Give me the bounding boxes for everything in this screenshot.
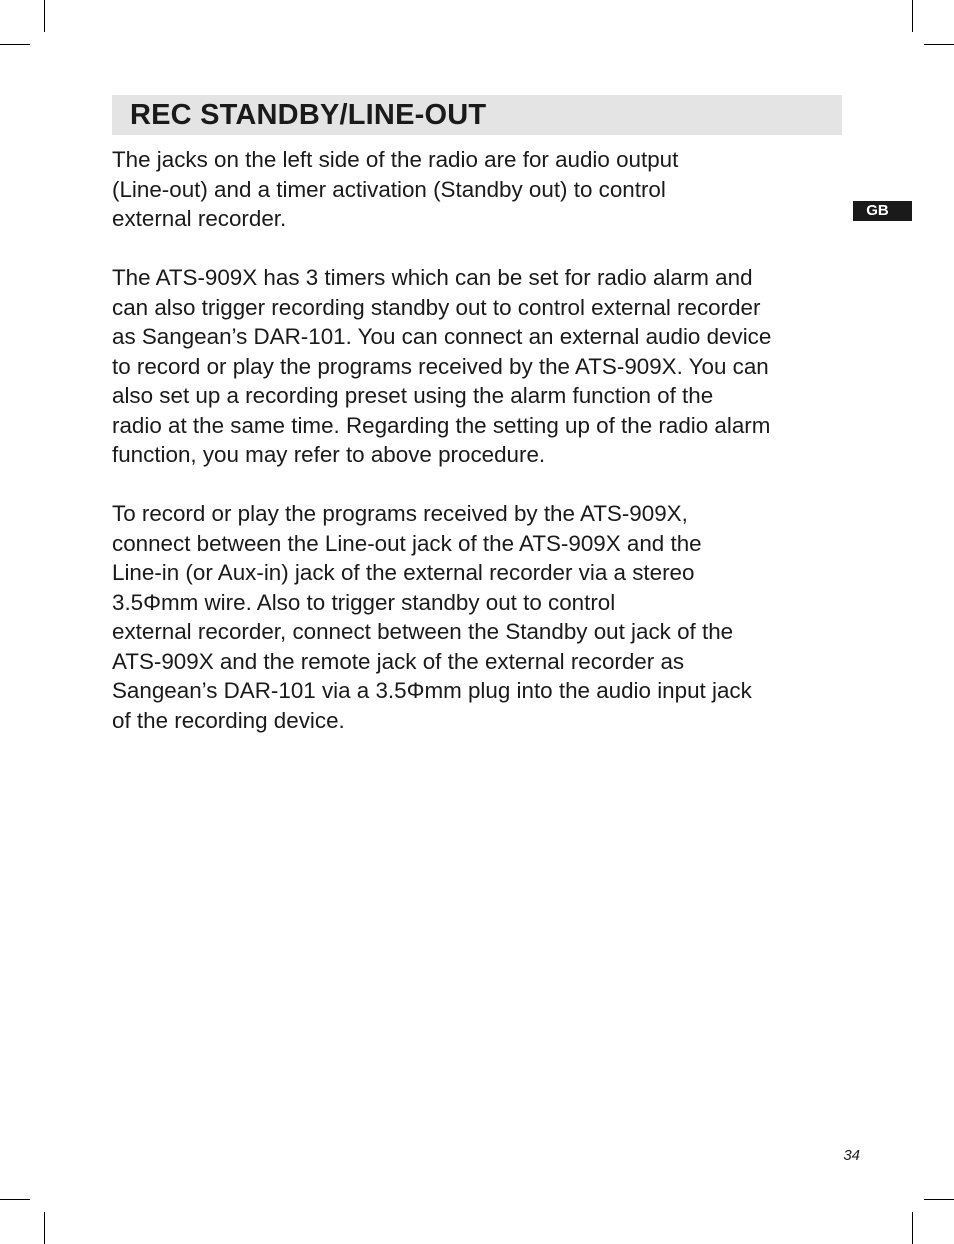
text-line: function, you may refer to above procedure. [112,442,546,467]
crop-mark-top-left-vertical [44,0,45,32]
text-line: To record or play the programs received by the ATS-909X, [112,501,688,526]
body-text [112,145,842,765]
crop-mark-top-left-horizontal [0,44,30,45]
text-line: to record or play the programs received by the ATS-909X. You can [112,353,769,379]
language-tab: GB [853,201,912,221]
text-line: 3.5Φmm wire. Also to trigger standby out to control [112,589,616,615]
crop-mark-top-right-vertical [912,0,913,32]
text-line: The ATS-909X has 3 timers which can be set for radio alarm and [112,265,753,290]
section-header [112,95,842,135]
paragraph-intro [112,145,842,234]
text-line: as Sangean’s DAR-101. You can connect an external audio device [112,324,772,349]
crop-mark-bottom-right-horizontal [924,1199,954,1200]
text-line: also set up a recording preset using the alarm function of the [112,383,714,408]
text-line: The jacks on the left side of the radio are for audio output [112,147,679,172]
crop-mark-bottom-left-horizontal [0,1199,30,1200]
section-title: REC STANDBY/LINE-OUT [130,99,487,131]
text-line: external recorder, connect between the Standby out jack of the [112,619,734,644]
crop-mark-top-right-horizontal [924,44,954,45]
text-line: external recorder. [112,206,287,231]
text-line: radio at the same time. Regarding the setting up of the radio alarm [112,412,771,438]
paragraph-timers [112,263,842,470]
paragraph-connection [112,499,842,735]
text-line: can also trigger recording standby out to control external recorder [112,294,761,320]
text-line: ATS-909X and the remote jack of the external recorder as [112,648,685,674]
crop-mark-bottom-right-vertical [912,1212,913,1244]
text-line: Line-in (or Aux-in) jack of the external recorder via a stereo [112,560,695,585]
text-line: of the recording device. [112,707,345,733]
crop-mark-bottom-left-vertical [44,1212,45,1244]
page-number: 34 [843,1147,860,1164]
text-line: (Line-out) and a timer activation (Standby out) to control [112,176,666,202]
text-line: connect between the Line-out jack of the ATS-909X and the [112,530,702,556]
text-line: Sangean’s DAR-101 via a 3.5Φmm plug into the audio input jack [112,678,752,703]
